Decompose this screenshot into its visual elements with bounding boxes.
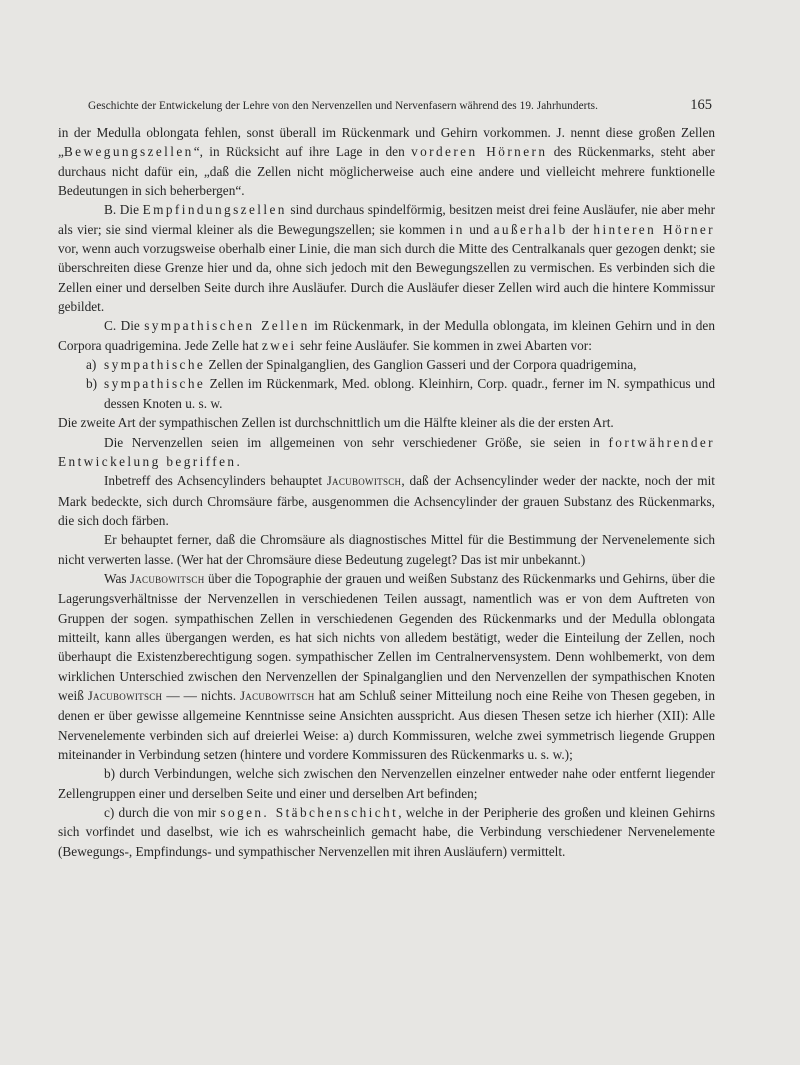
spaced-term: sympathische [104,376,206,392]
running-title: Geschichte der Entwickelung der Lehre von den Nervenzellen und Nervenfasern während des 19. Jahrhunderts. [88,100,598,112]
spaced-term: zwei [261,337,297,353]
spaced-term: sympathische [104,357,206,373]
spaced-term: sogen. Stäbchenschicht [220,805,399,821]
text-run: — — nichts. [162,687,241,703]
spaced-term: Empfindungszellen [142,202,287,218]
text-run: sind durchaus spindelförmig, besitzen meist drei feine Ausläufer, nie aber mehr als vier; sie sind viermal kleiner als die Bewegungszellen; sie kommen [58,202,715,237]
spaced-term: sympathischen Zellen [144,318,310,334]
text-run: des Rückenmarks, steht aber durchaus nicht dafür ein, „daß die Zellen nicht möglicherweise auch eine andere und vielleicht mehrere funktionelle Bedeutungen in sich beherbergen“. [58,144,715,199]
text-run: c) durch die von mir [104,805,221,821]
author-name: Jacubowitsch [87,688,163,703]
text-run: Zellen der Spinalganglien, des Ganglion Gasseri und der Corpora quadrigemina, [205,357,637,373]
spaced-term: fortwährender Entwickelung begriffen [58,434,715,469]
spaced-term: außerhalb [493,221,568,237]
text-run: C. Die [104,318,145,334]
text-run: Inbetreff des Achsencylinders behauptet [104,473,327,489]
text-run: “, in Rücksicht auf ihre Lage in den [193,144,412,160]
author-name: Jacubowitsch [326,474,402,489]
list-item-b: b) sympathische Zellen im Rückenmark, Med. oblong. Kleinhirn, Corp. quadr., ferner im N. sympathicus und dessen Knoten u. s. w. [86,376,715,411]
page-header [88,97,712,117]
paragraph-topographie [58,569,715,764]
text-run: B. Die [104,202,143,218]
text-run: Was [104,570,131,586]
text-run: vor, wenn auch vorzugsweise oberhalb einer Linie, die man sich durch die Mitte des Centralkanals quer gezogen denkt; sie überschreiten diese Grenze hier und da, ohne sich jedoch mit den Bewegungszellen zu vermischen. Es verbinden sich die Zellen einer und derselben Seite durch ihre Ausläufer. Durch die Ausläufer dieser Zellen wird auch die hintere Kommissur gebildet. [58,241,715,315]
paragraph-zweite-art: Die zweite Art der sympathischen Zellen ist durchschnittlich um die Hälfte kleiner als die der ersten Art. [58,415,614,431]
text-run: sehr feine Ausläufer. Sie kommen in zwei Abarten vor: [296,337,592,353]
text-run: , daß der Achsencylinder weder der nackte, noch der mit Mark bedeckte, sich durch Chromsäure färbe, ausgenommen die Achsencylinder der grauen Substanz des Rückenmarks, die sich doch färben. [58,473,715,528]
spaced-term: hinteren Hörner [593,221,716,237]
paragraph-staebchenschicht [58,803,715,861]
page-number: 165 [690,97,712,113]
text-run: der [567,221,594,237]
spaced-term: Bewegungszellen [63,144,194,160]
text-run: im Rückenmark, in der Medulla oblongata, im kleinen Gehirn und in den Corpora quadrigemina. Jede Zelle hat [58,318,715,353]
text-run: Die Nervenzellen seien im allgemeinen von sehr verschiedener Größe, sie seien in [104,434,609,450]
text-run: in der Medulla oblongata fehlen, sonst überall im Rückenmark und Gehirn vorkommen. J. nennt diese großen Zellen „ [58,125,715,160]
text-run: , welche in der Peripherie des großen und kleinen Gehirns sich vorfindet und daselbst, wie ich es wahrscheinlich gemacht habe, die Verbindung verschiedener Nervenelemente (Bewegungs-, Empfindungs- und sympathischer Nervenzellen mit ihren Ausläufern) vermittelt. [58,805,716,859]
paragraph-verbindungen: b) durch Verbindungen, welche sich zwischen den Nervenzellen einzelner entweder nahe oder entfernt liegender Zellengruppen einer und derselben Seite und einer und derselben Art befinden; [58,766,715,801]
text-run: hat am Schluß seiner Mitteilung noch eine Reihe von Thesen gegeben, in denen er über gewisse allgemeine Kenntnisse seine Ansichten ausspricht. Aus diesen Thesen setze ich hierher (XII): Alle Nervenelemente verbinden sich auf dreierlei Weise: a) durch Kommissuren, welche zwei symmetrisch liegende Gruppen miteinander in Verbindung setzen (hintere und vordere Kommissuren des Rückenmarks u. s. w.); [58,687,715,762]
spaced-term: vorderen Hörnern [411,144,548,160]
paragraph-bewegungszellen [58,123,715,200]
author-name: Jacubowitsch [130,571,205,586]
author-name: Jacubowitsch [240,688,315,703]
text-run: Zellen im Rückenmark, Med. oblong. Kleinhirn, Corp. quadr., ferner im N. sympathicus und dessen Knoten u. s. w. [104,376,715,411]
list-item-a: a) sympathische Zellen der Spinalganglien, des Ganglion Gasseri und der Corpora quadrigemina, [86,357,637,373]
paragraph-sympathische-zellen [58,316,715,355]
paragraph-achsencylinder [58,471,715,530]
body-text [58,123,715,861]
paragraph-empfindungszellen [58,200,715,316]
text-run: und [464,221,494,237]
paragraph-groesse [58,433,715,472]
text-run: über die Topographie der grauen und weißen Substanz des Rückenmarks und Gehirns, über die Lagerungsverhältnisse der Nervenzellen in verschiedenen Teilen aussagt, namentlich was er von dem Auftreten von Gruppen der sogen. sympathischen Zellen in verschiedenen Gegenden des Rückenmarks und der Medulla oblongata mitteilt, kann alles übergangen werden, es hat sich nichts von alledem bestätigt, weder die Einteilung der Zellen, noch überhaupt die Existenzberechtigung sogen. sympathischer Zellen im Centralnervensystem. Denn wohlbemerkt, von dem wirklichen Unterschied zwischen den Nervenzellen der Spinalganglien und den Nervenzellen der sympathischen Knoten weiß [58,570,715,703]
paragraph-chromsaeure: Er behauptet ferner, daß die Chromsäure als diagnostisches Mittel für die Bestimmung der Nervenelemente sich nicht verwerten lasse. (Wer hat der Chromsäure diese Bedeutung zugelegt? Das ist mir unbekannt.) [58,532,715,567]
text-run: . [236,453,240,469]
spaced-term: in [449,221,465,237]
